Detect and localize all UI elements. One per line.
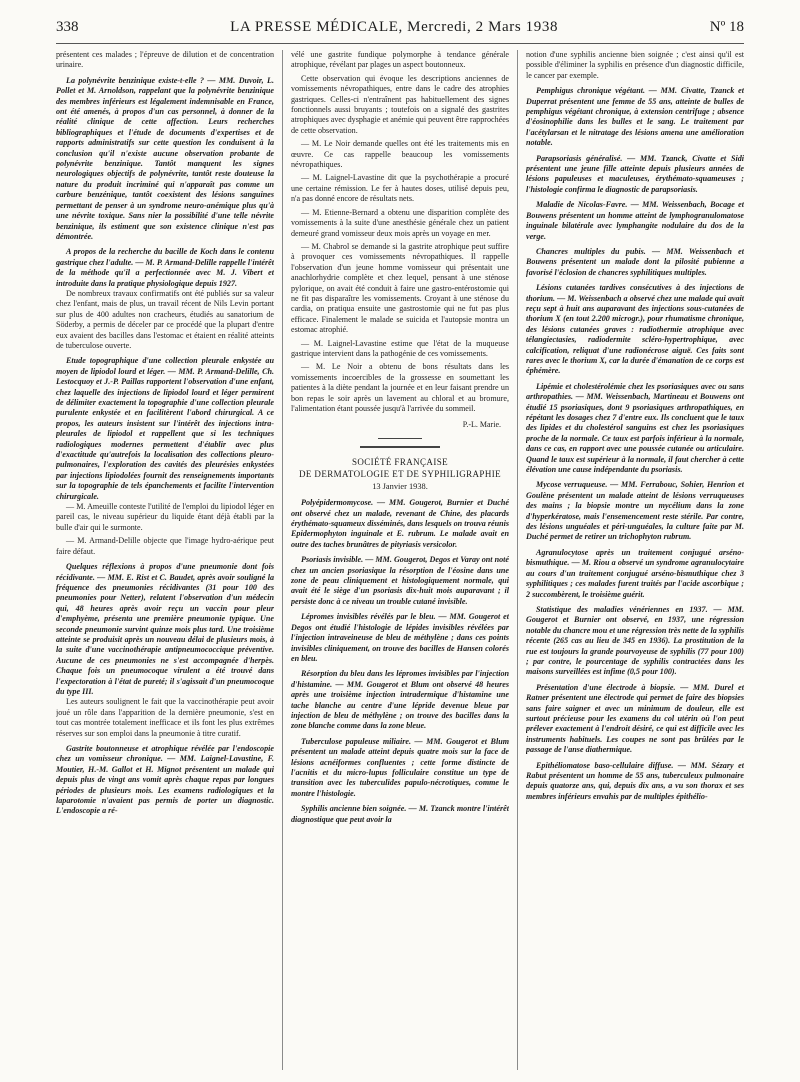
article-nicolas-favre: Maladie de Nicolas-Favre. — MM. Weissenbach, Bocage et Bouwens présentent un homme atteint de lymphogranulomatose inguinale bilatérale avec lymphangite nodulaire du dos de la verge.	[526, 200, 744, 241]
article-lipemie: Lipémie et cholestérolémie chez les psoriasiques avec ou sans arthropathies. — MM. Weissenbach, Martineau et Bouwens ont étudié 15 psoriasiques, dont 9 psoriasiques arthropathiques, en répétant les dosages chez 7 d'entre eux. Ils concluent que le taux des lipides et du cholestérol sanguins est chez les psoriasiques proche de la normale. Ce taux est parfois inférieur à la normale, dans ce cas, en rapport avec une poussée cutanée ou articulaire. Quand le taux est supérieur à la normale, il faut chercher à cette élévation une cause indépendante du psoriasis.	[526, 381, 744, 475]
article-mycose: Mycose verruqueuse. — MM. Ferrabouc, Sohier, Henrion et Goulène présentent un malade atteint de lésions verruqueuses des mains ; la biopsie montre un mycélium dans la zone d'hyperkératose, mais l'ensemencement reste stérile. Par contre, des lésions unguéales et péri-unguéales, la culture faite par M. Duché permet de retirer un trichophyton rubrum.	[526, 480, 744, 542]
paragraph: — M. Laignel-Lavastine dit que la psychothérapie a procuré une certaine rémission. Le fer à hautes doses, utilisé depuis peu, n'a pas donné encore de résultats nets.	[291, 173, 509, 204]
section-date: 13 Janvier 1938.	[372, 481, 428, 491]
paragraph: — M. Etienne-Bernard a obtenu une disparition complète des vomissements à la suite d'une anesthésie générale chez un patient demeuré grand vomisseur deux mois après un voyage en mer.	[291, 207, 509, 238]
article-psoriasis-invisible: Psoriasis invisible. — MM. Gougerot, Degos et Varay ont noté chez un ancien psoriasique la résorption de l'éosine dans une zone de peau cliniquement et histologiquement normale, qui avait été le siège d'un psoriasis dix-huit mois auparavant ; il persiste donc à ce niveau un trouble cutané invisible.	[291, 555, 509, 606]
article-electrode: Présentation d'une électrode à biopsie. — MM. Durel et Ratner présentent une électrode qui permet de faire des biopsies sans faire saigner et avec un minimum de douleur, elle est surtout précieuse pour les examens du col utérin où l'on peut prélever exactement à l'endroit désiré, ce qui est difficile avec les instruments habituels. Les coupes ne sont pas brûlées par le passage de l'anse diathermique.	[526, 682, 744, 755]
separator	[360, 446, 440, 448]
paragraph: vélé une gastrite fundique polymorphe à tendance générale atrophique, révélant par plages un aspect boutonneux.	[291, 50, 509, 70]
section-title: SOCIÉTÉ FRANÇAISE	[351, 456, 449, 467]
journal-title: LA PRESSE MÉDICALE, Mercredi, 2 Mars 1938	[230, 19, 559, 35]
column-1	[56, 50, 274, 1070]
article-epitheliomatose: Epithéliomatose baso-cellulaire diffuse. — MM. Sézary et Rabut présentent un homme de 55 ans, tuberculeux pulmonaire depuis quatorze ans, qui, depuis dix ans, a vu son thorax et ses membres inférieurs envahis par de multiples épithélio-	[526, 760, 744, 801]
article-resorption: Résorption du bleu dans les lépromes invisibles par l'injection d'histamine. — MM. Gougerot et Blum ont observé 48 heures après une troisième injection intradermique d'histamine une tache blanche au centre d'une lépride devenue bleue par injection de bleu de méthylène ; on trouve des bacilles dans la zone blanche comme dans la zone bleue.	[291, 669, 509, 731]
paragraph: notion d'une syphilis ancienne bien soignée ; c'est ainsi qu'il est possible d'éliminer la syphilis en présence d'un diagnostic difficile, le cancer par exemple.	[526, 50, 744, 80]
article-chancres: Chancres multiples du pubis. — MM. Weissenbach et Bouwens présentent un malade dont la pilosité pubienne a favorisé l'éclosion de chancres syphilitiques multiples.	[526, 246, 744, 277]
paragraph: — M. Laignel-Lavastine estime que l'état de la muqueuse gastrique intervient dans la pathogénie de ces vomissements.	[291, 338, 509, 358]
columns	[56, 50, 744, 1070]
paragraph: — M. Chabrol se demande si la gastrite atrophique peut suffire à provoquer ces vomissements névropathiques. Il rappelle l'observation d'un jeune homme vomisseur qui présentait une anachlorhydrie complète et chez lequel, pensant à une sténose pylorique, on avait été conduit à faire une gastro-entérostomie qui ne fit pas disparaître les vomissements. Croyant à une sténose du cardia, on pratiqua ensuite une gastrostomie qui ne fut pas plus efficace. Finalement le malade se suicida et l'autopsie montra un estomac atrophié.	[291, 241, 509, 335]
paragraph: présentent ces malades ; l'épreuve de dilution et de concentration urinaire.	[56, 50, 274, 70]
page-header	[56, 19, 744, 44]
article-pemphigus: Pemphigus chronique végétant. — MM. Civatte, Tzanck et Duperrat présentent une femme de 55 ans, atteinte de bulles de pemphigus végétant chronique, à extension centrifuge ; absence d'éosinophilie dans les bulles et le sang. Le traitement par l'acétylarsan et le nitratage des lésions amena une amélioration notable.	[526, 86, 744, 148]
article-polyepidermomycose: Polyépidermomycose. — MM. Gougerot, Burnier et Duché ont observé chez un malade, revenant de Chine, des placards érythémato-squameux disséminés, dans lesquels on trouva réunis Epidermophyton inguinale et E. rubrum. Le malade avait en outre des taches brunâtres de pityriasis versicolor.	[291, 498, 509, 549]
paragraph: Cette observation qui évoque les descriptions anciennes de vomissements névropathiques, entre dans le cadre des atrophies gastriques. Celles-ci n'entraînent pas habituellement des signes fonctionnels aussi bruyants ; toutefois on a signalé des gastrites atrophiques avec dysphagie et anémie qui peuvent être rapprochées de cette observation.	[291, 73, 509, 135]
section-subtitle: DE DERMATOLOGIE ET DE SYPHILIGRAPHIE	[298, 468, 502, 479]
separator	[378, 438, 422, 439]
signature: P.-L. Marie.	[462, 420, 501, 430]
article-parapsoriasis: Parapsoriasis généralisé. — MM. Tzanck, Civatte et Sidi présentent une jeune fille atteinte depuis plusieurs années de lésions papuleuses et maculeuses, érythémato-squameuses ; l'histologie confirma le diagnostic de parapsoriasis.	[526, 153, 744, 194]
issue-number: Nº 18	[709, 19, 744, 35]
article-bacille-koch: A propos de la recherche du bacille de Koch dans le contenu gastrique chez l'adulte. — M. P. Armand-Delille rappelle l'intérêt de la méthode qu'il a perfectionnée avec M. J. Vibert et introduite dans la pratique physiologique depuis 1927.	[56, 247, 274, 288]
column-3	[526, 50, 744, 1070]
article-gastrite: Gastrite boutonneuse et atrophique révélée par l'endoscopie chez un vomisseur chronique. — MM. Laignel-Lavastine, F. Moutier, H.-M. Gallot et H. Mignot présentent un malade qui depuis plus de vingt ans vomit après chaque repas par longues périodes de plusieurs mois. Les examens radiologiques et la laparotomie n'avaient pas permis de porter un diagnostic. L'endoscopie a ré-	[56, 744, 274, 816]
paragraph: De nombreux travaux confirmatifs ont été publiés sur sa valeur chez l'enfant, mais de plus, un travail récent de Nils Levin portant sur plus de 400 adultes non cracheurs, étudiés au sanatorium de Söderby, a permis de déceler par ce procédé que la plupart d'entre eux avaient des bacilles dans l'estomac et étaient en réalité atteints de tuberculose ouverte.	[56, 288, 274, 350]
article-thorium: Lésions cutanées tardives consécutives à des injections de thorium. — M. Weissenbach a observé chez une malade qui avait reçu sept à huit ans auparavant des injections sous-cutanées de thorium X (en tout 2.200 microgr.), pour rhumatisme chronique, des lésions cutanées graves : radiothermie atrophique avec télangiectasies, radiodermite scléro-hypertrophique, avec calcification, reliquat d'une radionécrose aiguë. Ces faits sont rares avec le thorium X, car la durée d'émanation de ce corps est éphémère.	[526, 283, 744, 376]
article-statistique: Statistique des maladies vénériennes en 1937. — MM. Gougerot et Burnier ont observé, en 1937, une régression notable du chancre mou et une régression très nette de la syphilis récente (265 cas au lieu de 345 en 1936). La prostitution de la rue est toujours la grande pourvoyeuse de syphilis (77 pour 100) ; par contre, le pourcentage de syphilis contractées dans les maisons surveillées est infime (0,5 pour 100).	[526, 604, 744, 677]
column-2	[291, 50, 509, 1070]
article-agranulocytose: Agranulocytose après un traitement conjugué arséno-bismuthique. — M. Riou a observé un syndrome agranulocytaire au cours d'un traitement conjugué arséno-bismuthique chez 3 syphilitiques ; ces malades furent traités par l'acide ascorbique ; 2 succombèrent, le troisième guérit.	[526, 547, 744, 599]
article-polynevrite: La polynévrite benzinique existe-t-elle ? — MM. Duvoir, L. Pollet et M. Arnoldson, rappelant que la polynévrite benzinique des membres inférieurs est légalement indemnisable en France, ont été amenés, à propos d'un cas personnel, à donner de la réalité clinique de cette affection. Leurs recherches bibliographiques et l'étude de documents d'expertises et de rapports administratifs sur cette question les conduisent à la conclusion qu'il n'existe aucune observation probante de polynévrite benzinique. Tantôt manquent les signes neurologiques objectifs de polynévrite, tantôt reste douteuse la nature du produit incriminé qui n'apparaît pas comme un carbure benzénique, tantôt coexistent des lésions sanguines permettant de penser à un syndrome neuro-anémique plus qu'à une névrite toxique. Sans nier la possibilité d'une telle névrite benzinique, ils estiment que son existence clinique n'est pas démontrée.	[56, 75, 274, 241]
paragraph: Les auteurs soulignent le fait que la vaccinothérapie peut avoir joué un rôle dans l'apparition de la dernière pneumonie, s'est en tout cas montrée totalement inefficace et ils font les plus extrêmes réserves sur son emploi dans la pneumonie à titre curatif.	[56, 697, 274, 738]
column-divider	[517, 50, 518, 1070]
paragraph: — M. Ameuille conteste l'utilité de l'emploi du lipiodol léger en pareil cas, le niveau supérieur du liquide étant déjà établi par la bulle d'air qui le surmonte.	[56, 502, 274, 532]
paragraph: — M. Le Noir a obtenu de bons résultats dans les vomissements incoercibles de la grossesse en soumettant les patientes à la diète pendant la journée et en leur faisant prendre un bon repas le soir après un lavement au chloral et au bromure, l'alimentation étant poussée jusqu'à l'arrivée du sommeil.	[291, 362, 509, 413]
article-tuberculose: Tuberculose papuleuse miliaire. — MM. Gougerot et Blum présentent un malade atteint depuis quatre mois sur la face de lésions acnéiformes confluentes ; cette forme distincte de l'acnitis et du micro-lupus folliculaire constitue un type de transition avec les tuberculides papulo-nécrotiques, comme le montre l'histologie.	[291, 736, 509, 798]
article-collection-pleurale: Etude topographique d'une collection pleurale enkystée au moyen de lipiodol lourd et léger. — MM. P. Armand-Delille, Ch. Lestocquoy et J.-P. Paillas rapportent l'observation d'une enfant, chez laquelle des injections de lipiodol lourd et léger permirent de délimiter exactement la topographie d'une collection pleurale purulente enkystée et en facilitèrent l'abord chirurgical. A ce propos, les auteurs insistent sur l'intérêt des injections intra-pleurales de lipiodol et rappellent que si les techniques radiologiques modernes permettent d'établir avec plus d'exactitude qu'autrefois la localisation des collections pleuro-pulmonaires, l'exploration des cavités des pleurésies enkystées par injections lipiodolées fournit des renseignements importants sur la topographie de tels épanchements et facilite l'intervention chirurgicale.	[56, 356, 274, 501]
article-pneumonie: Quelques réflexions à propos d'une pneumonie dont fois récidivante. — MM. E. Rist et C. Baudet, après avoir souligné la fréquence des pneumonies récidivantes (31 pour 100 des pneumonies pour Netter), relatent l'observation d'un médecin qui, 48 heures après avoir reçu un vaccin pour pleur d'emphyème, présenta une première pneumonie typique. Une seconde pneumonie survint quinze mois plus tard. Une troisième atteinte se produisit après un nouveau délai de plusieurs mois, à la suite d'une vaccinothérapie antipneumococcique préventive. Aucune de ces pneumonies ne s'est accompagnée d'herpès. Chaque fois un pneumocoque virulent a été trouvé dans l'expectoration à l'état de pureté; il s'agissait d'un pneumocoque du type III.	[56, 562, 274, 696]
paragraph: — M. Armand-Delille objecte que l'image hydro-aérique peut faire défaut.	[56, 536, 274, 556]
article-lepromes: Lépromes invisibles révélés par le bleu. — MM. Gougerot et Degos ont étudié l'histologie de lépides invisibles révélées par l'injection intraveineuse de bleu de méthylène ; dans ces points invisibles cliniquement, on trouve des bacilles de Hansen colorés en bleu.	[291, 612, 509, 663]
paragraph: — M. Le Noir demande quelles ont été les traitements mis en œuvre. Ce cas rappelle beaucoup les vomissements névropathiques.	[291, 139, 509, 170]
article-syphilis: Syphilis ancienne bien soignée. — M. Tzanck montre l'intérêt diagnostique que peut avoir la	[291, 804, 509, 824]
page-number: 338	[56, 19, 79, 35]
column-divider	[282, 50, 283, 1070]
